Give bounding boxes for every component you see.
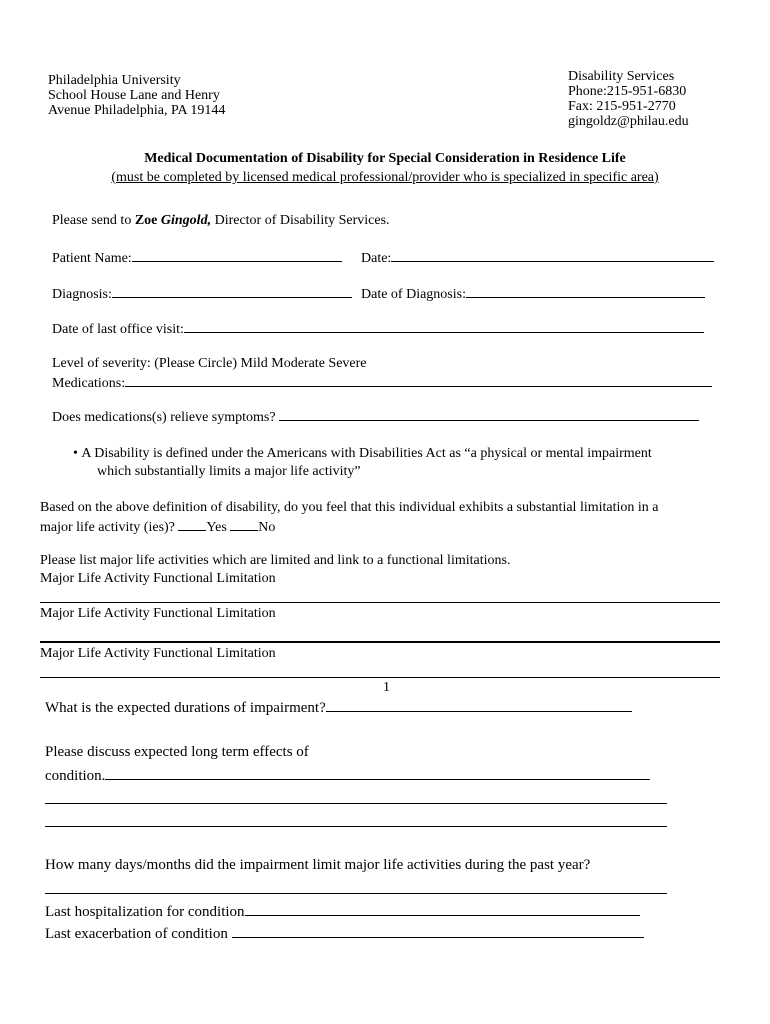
form-subtitle: (must be completed by licensed medical professional/provider who is specialized in specific area)	[111, 170, 659, 185]
address-line-3: Avenue Philadelphia, PA 19144	[48, 103, 226, 118]
mla-field-1[interactable]	[40, 602, 720, 603]
address-line-2: School House Lane and Henry	[48, 88, 220, 103]
exacerbation-row	[45, 925, 644, 942]
address-line-1: Philadelphia University	[48, 73, 181, 88]
university-address	[48, 73, 225, 118]
hospitalization-field[interactable]	[245, 903, 640, 916]
last-visit-field[interactable]	[184, 320, 704, 333]
ada-definition-line-2: which substantially limits a major life activity”	[97, 464, 361, 479]
mla-label-2: Major Life Activity Functional Limitation	[40, 606, 276, 621]
exacerbation-label: Last exacerbation of condition	[45, 926, 232, 942]
date-label: Date:	[361, 251, 392, 266]
long-term-label: condition.	[45, 768, 106, 784]
duration-field[interactable]	[326, 699, 632, 712]
patient-name-row	[52, 249, 342, 267]
no-blank[interactable]	[230, 518, 258, 531]
last-visit-label: Date of last office visit:	[52, 322, 184, 337]
relieve-label: Does medications(s) relieve symptoms?	[52, 410, 280, 425]
date-of-diagnosis-label: Date of Diagnosis:	[361, 287, 466, 302]
limit-days-field[interactable]	[45, 893, 667, 894]
last-visit-row	[52, 320, 704, 338]
severity-label: Level of severity: (Please Circle) Mild Moderate Severe	[52, 356, 367, 371]
send-suffix: Director of Disability Services.	[211, 213, 390, 228]
long-term-field[interactable]	[105, 767, 650, 780]
list-intro: Please list major life activities which are limited and link to a functional limitations.	[40, 553, 511, 568]
relieve-row	[52, 408, 699, 426]
date-of-diagnosis-row	[361, 285, 705, 303]
mla-label-3: Major Life Activity Functional Limitation	[40, 646, 276, 661]
ada-definition-line-1: • A Disability is defined under the Americans with Disabilities Act as “a physical or mental impairment	[73, 446, 652, 461]
yes-blank[interactable]	[178, 518, 206, 531]
contact-line-1: Disability Services	[568, 69, 675, 84]
send-last-name: Gingold,	[160, 213, 212, 228]
mla-field-2[interactable]	[40, 641, 720, 643]
limit-days-label: How many days/months did the impairment limit major life activities during the past year?	[45, 857, 591, 873]
contact-email: gingoldz@philau.edu	[568, 114, 689, 129]
hospitalization-label: Last hospitalization for condition	[45, 904, 245, 920]
yes-label: Yes	[206, 520, 231, 535]
based-question-line-2: major life activity (ies)? Yes No	[40, 520, 276, 535]
exacerbation-field[interactable]	[232, 925, 644, 938]
relieve-field[interactable]	[279, 408, 699, 421]
send-first-name: Zoe	[134, 213, 161, 228]
mla-label-1: Major Life Activity Functional Limitation	[40, 571, 276, 586]
send-prefix: Please send to	[52, 213, 135, 228]
contact-line-3: Fax: 215-951-2770	[568, 99, 676, 114]
bullet-icon: •	[73, 446, 78, 461]
long-term-extra-line-1[interactable]	[45, 803, 667, 804]
contact-line-2: Phone:215-951-6830	[568, 84, 687, 99]
no-label: No	[258, 520, 276, 535]
hospitalization-row	[45, 903, 640, 920]
patient-name-field[interactable]	[132, 249, 342, 262]
duration-row	[45, 699, 632, 716]
diagnosis-label: Diagnosis:	[52, 287, 112, 302]
mla-field-3[interactable]	[40, 677, 720, 678]
medications-label: Medications:	[52, 376, 126, 391]
patient-name-label: Patient Name:	[52, 251, 132, 266]
send-instruction	[52, 213, 390, 229]
medications-field[interactable]	[125, 374, 712, 387]
date-field[interactable]	[391, 249, 714, 262]
page-number: 1	[383, 680, 390, 695]
diagnosis-field[interactable]	[112, 285, 352, 298]
long-term-line-1: Please discuss expected long term effects of	[45, 744, 309, 760]
medications-row	[52, 374, 712, 392]
contact-block	[568, 69, 689, 129]
form-title: Medical Documentation of Disability for Special Consideration in Residence Life	[144, 151, 626, 166]
date-row	[361, 249, 714, 267]
long-term-row	[45, 767, 650, 784]
duration-label: What is the expected durations of impairment?	[45, 700, 326, 716]
based-question-line-1: Based on the above definition of disability, do you feel that this individual exhibits a substantial limitation in a	[40, 500, 659, 515]
date-of-diagnosis-field[interactable]	[466, 285, 705, 298]
diagnosis-row	[52, 285, 352, 303]
long-term-extra-line-2[interactable]	[45, 826, 667, 827]
